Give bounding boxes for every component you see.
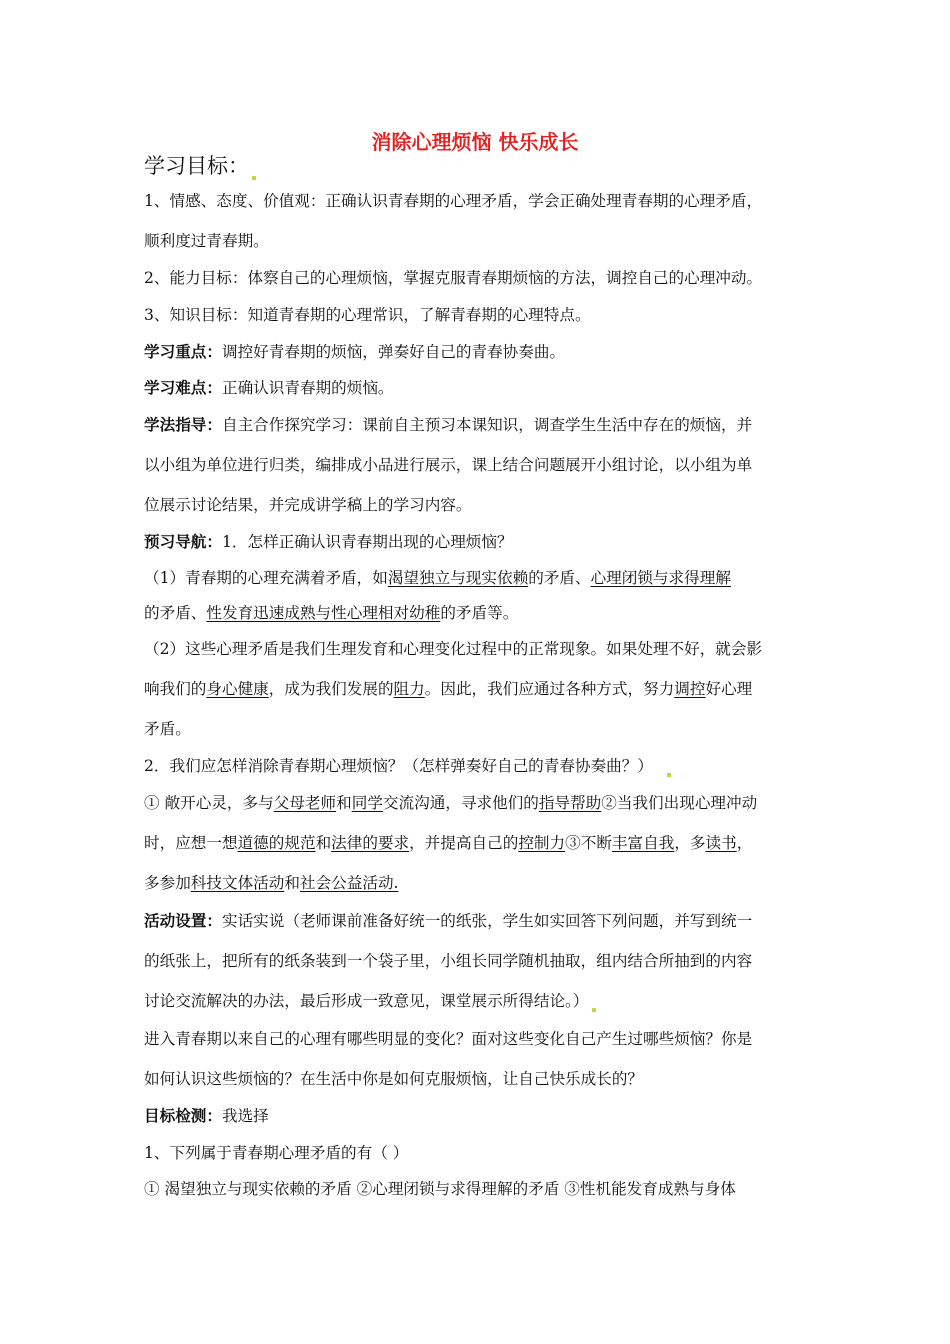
activity-line-4: 进入青春期以来自己的心理有哪些明显的变化？面对这些变化自己产生过哪些烦恼？你是 — [144, 1030, 753, 1048]
page-title: 消除心理烦恼 快乐成长 — [371, 130, 579, 154]
method-line-3: 位展示讨论结果，并完成讲学稿上的学习内容。 — [144, 496, 472, 514]
preview-q1: 预习导航：1．怎样正确认识青春期出现的心理烦恼？ — [144, 533, 513, 551]
preview-p3-line-2: 时，应想一想道德的规范和法律的要求，并提高自己的控制力③不断丰富自我，多读书， — [144, 834, 753, 852]
test-heading: 目标检测：我选择 — [144, 1107, 269, 1125]
test-question-1-options: ① 渴望独立与现实依赖的矛盾 ②心理闭锁与求得理解的矛盾 ③性机能发育成熟与身体 — [144, 1180, 736, 1198]
preview-q2: 2．我们应怎样消除青春期心理烦恼？（怎样弹奏好自己的青春协奏曲？） — [144, 755, 814, 777]
difficulty: 学习难点：正确认识青春期的烦恼。 — [144, 379, 394, 397]
preview-p2-line-2: 响我们的身心健康，成为我们发展的阻力。因此，我们应通过各种方式，努力调控好心理 — [144, 680, 753, 698]
preview-p1-line-2: 的矛盾、性发育迅速成熟与性心理相对幼稚的矛盾等。 — [144, 604, 519, 622]
objective-2: 2、能力目标：体察自己的心理烦恼，掌握克服青春期烦恼的方法，调控自己的心理冲动。 — [144, 269, 763, 287]
preview-p1-line-1: （1）青春期的心理充满着矛盾，如渴望独立与现实依赖的矛盾、心理闭锁与求得理解 — [144, 569, 731, 587]
activity-line-1: 活动设置：实话实说（老师课前准备好统一的纸张，学生如实回答下列问题，并写到统一 — [144, 912, 753, 930]
objective-1: 1、情感、态度、价值观：正确认识青春期的心理矛盾，学会正确处理青春期的心理矛盾， — [144, 192, 763, 210]
preview-p3-line-1: ① 敞开心灵，多与父母老师和同学交流沟通，寻求他们的指导帮助②当我们出现心理冲动 — [144, 794, 758, 812]
objective-3: 3、知识目标：知道青春期的心理常识，了解青春期的心理特点。 — [144, 306, 591, 324]
marker-dot — [592, 1008, 596, 1012]
marker-dot — [667, 773, 671, 777]
activity-line-5: 如何认识这些烦恼的？在生活中你是如何克服烦恼，让自己快乐成长的？ — [144, 1070, 644, 1088]
section-heading: 学习目标： — [144, 150, 256, 180]
method-line-1: 学法指导：自主合作探究学习：课前自主预习本课知识，调查学生生活中存在的烦恼，并 — [144, 416, 753, 434]
marker-dot — [252, 176, 256, 180]
preview-p2-line-1: （2）这些心理矛盾是我们生理发育和心理变化过程中的正常现象。如果处理不好，就会影 — [144, 640, 763, 658]
objective-1-cont: 顺利度过青春期。 — [144, 232, 269, 250]
activity-line-3: 讨论交流解决的办法，最后形成一致意见，课堂展示所得结论。） — [144, 990, 814, 1012]
activity-line-2: 的纸张上，把所有的纸条装到一个袋子里，小组长同学随机抽取，组内结合所抽到的内容 — [144, 952, 753, 970]
method-line-2: 以小组为单位进行归类，编排成小品进行展示，课上结合问题展开小组讨论，以小组为单 — [144, 456, 753, 474]
preview-p2-line-3: 矛盾。 — [144, 720, 191, 738]
preview-p3-line-3: 多参加科技文体活动和社会公益活动. — [144, 874, 399, 892]
test-question-1: 1、下列属于青春期心理矛盾的有（ ） — [144, 1144, 409, 1162]
key-point: 学习重点：调控好青春期的烦恼，弹奏好自己的青春协奏曲。 — [144, 343, 566, 361]
